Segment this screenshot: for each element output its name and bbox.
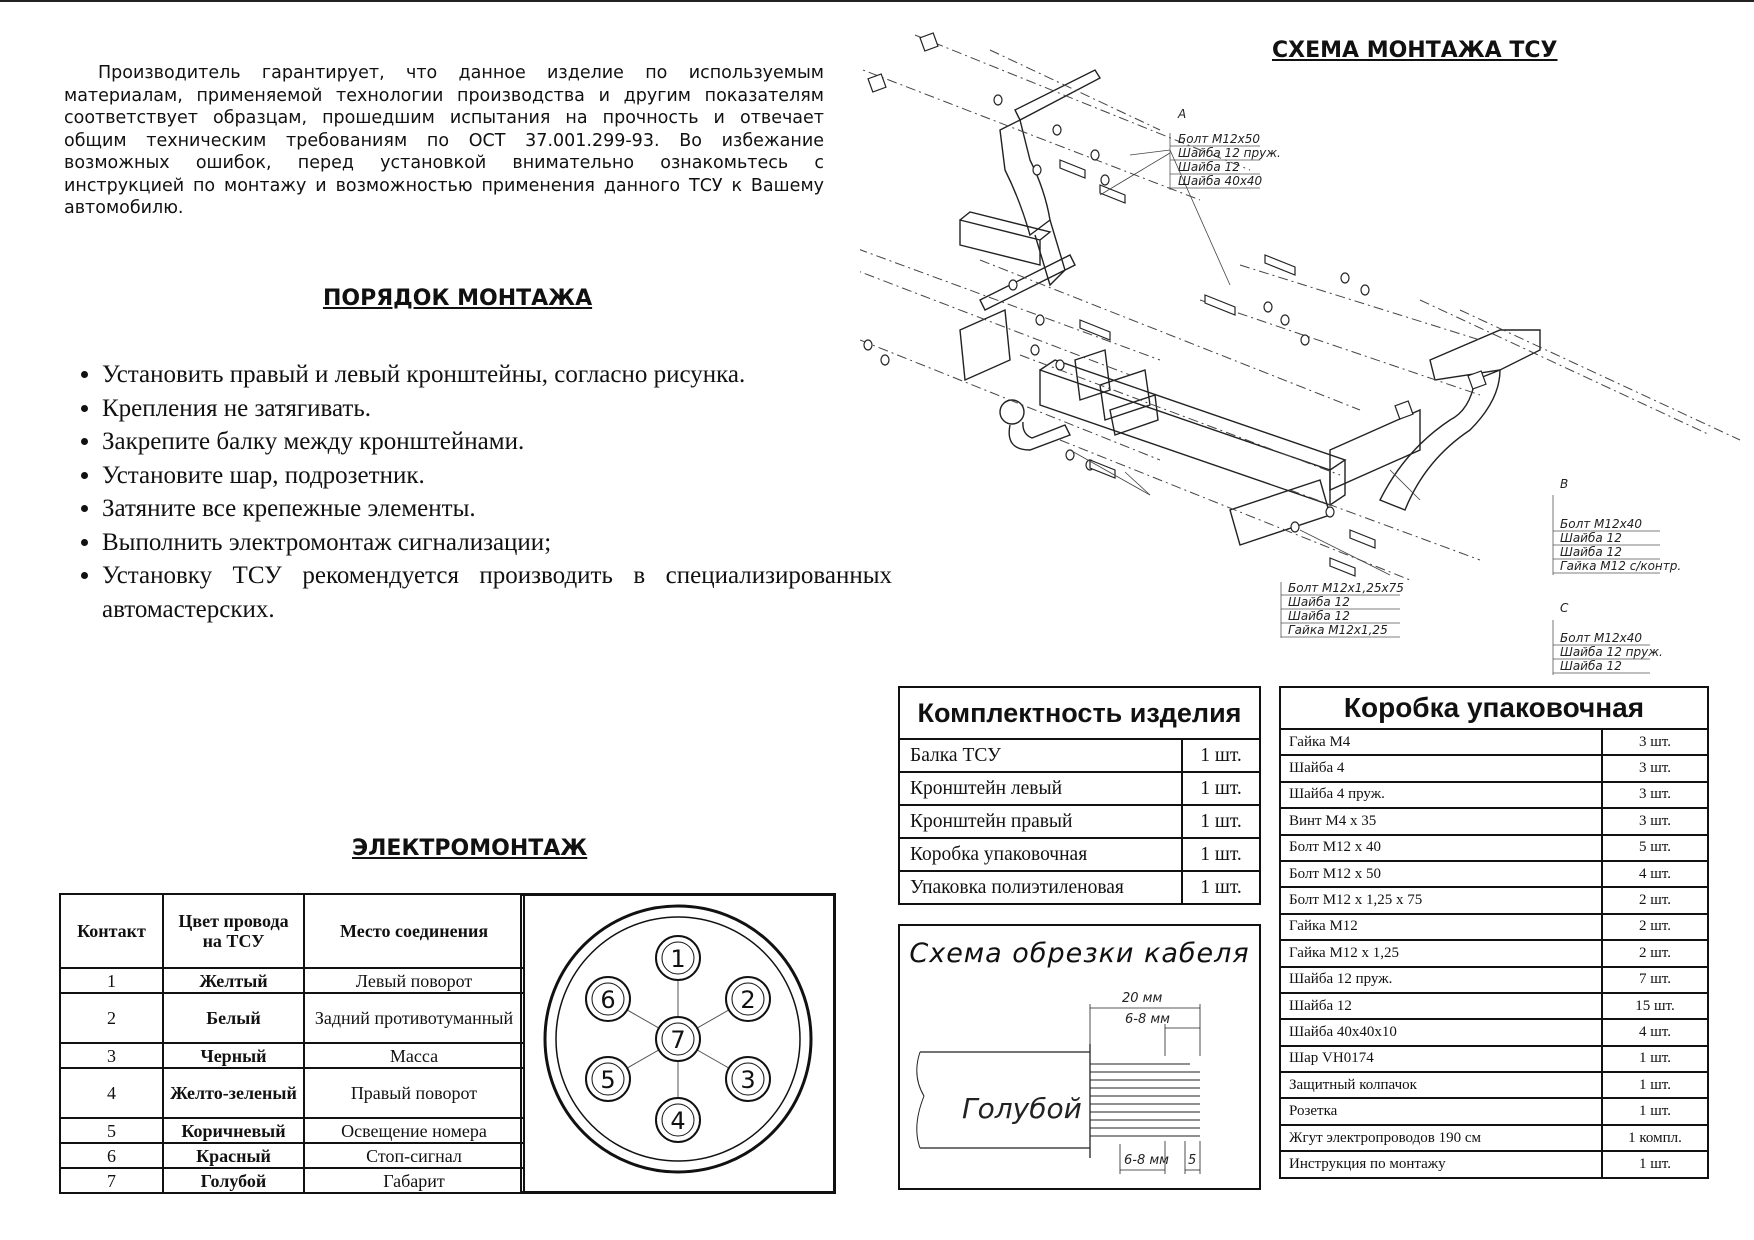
left-bracket-top-plate [1015, 70, 1100, 120]
callout-letter: B [1560, 477, 1569, 491]
callout-letter: C [1560, 601, 1569, 615]
box-item-name: Шайба 40х40х10 [1280, 1019, 1602, 1045]
table-row [899, 838, 1260, 871]
kit-table [898, 686, 1261, 905]
contact-cell: 4 [60, 1068, 163, 1118]
table-row [1280, 1072, 1708, 1098]
box-item-name: Болт М12 х 40 [1280, 835, 1602, 861]
contact-cell: 3 [60, 1043, 163, 1068]
table-row [1280, 1151, 1708, 1177]
callout-a [1170, 107, 1281, 190]
step-item: • Крепления не затягивать. [102, 392, 892, 426]
tow-ball-neck [1009, 422, 1070, 450]
table-row [1280, 782, 1708, 808]
kit-item-name: Упаковка полиэтиленовая [899, 871, 1182, 904]
box-item-name: Болт М12 х 1,25 х 75 [1280, 887, 1602, 913]
pin-label: 4 [670, 1107, 686, 1135]
table-row [899, 772, 1260, 805]
box-item-name: Винт М4 х 35 [1280, 808, 1602, 834]
kit-item-name: Кронштейн правый [899, 805, 1182, 838]
left-mount-plate [980, 255, 1075, 310]
callout-item: Болт М12х50 [1178, 132, 1261, 146]
towbar-mounting-diagram [860, 30, 1750, 680]
kit-item-qty: 1 шт. [1182, 739, 1260, 772]
right-mount-plate [1330, 410, 1420, 490]
wiring-header-place: Место соединения [304, 894, 524, 968]
packing-box-title: Коробка упаковочная [1280, 687, 1708, 729]
kit-item-name: Балка ТСУ [899, 739, 1182, 772]
callout-item: Шайба 12 пруж. [1178, 146, 1281, 160]
left-beam-block [960, 212, 1050, 265]
table-row [1280, 993, 1708, 1019]
table-row [60, 1068, 524, 1118]
box-item-name: Жгут электропроводов 190 см [1280, 1125, 1602, 1151]
contact-cell: 7 [60, 1168, 163, 1193]
right-bracket-body [1380, 370, 1500, 510]
pin-label: 7 [670, 1026, 686, 1054]
table-row [1280, 914, 1708, 940]
box-item-name: Гайка М4 [1280, 729, 1602, 755]
place-cell: Масса [304, 1043, 524, 1068]
color-cell: Белый [163, 993, 304, 1043]
kit-item-qty: 1 шт. [1182, 838, 1260, 871]
color-cell: Коричневый [163, 1118, 304, 1143]
kit-item-qty: 1 шт. [1182, 871, 1260, 904]
box-item-qty: 1 шт. [1602, 1072, 1708, 1098]
install-steps [62, 358, 892, 626]
kit-item-qty: 1 шт. [1182, 772, 1260, 805]
scheme-heading: СХЕМА МОНТАЖА ТСУ [1272, 38, 1558, 63]
box-item-qty: 2 шт. [1602, 887, 1708, 913]
box-item-name: Розетка [1280, 1098, 1602, 1124]
pin-label: 5 [600, 1066, 616, 1094]
dim-strip-bottom-label: 6-8 мм [1124, 1153, 1169, 1168]
box-item-qty: 3 шт. [1602, 808, 1708, 834]
packing-box-table [1279, 686, 1709, 1179]
table-row [60, 1143, 524, 1168]
dim-total-label: 20 мм [1122, 991, 1163, 1006]
table-row [1280, 1046, 1708, 1072]
table-row [1280, 940, 1708, 966]
callout-item: Шайба 12 [1560, 659, 1622, 673]
kit-item-name: Коробка упаковочная [899, 838, 1182, 871]
table-row [1280, 967, 1708, 993]
table-row [1280, 755, 1708, 781]
pin-label: 1 [670, 945, 686, 973]
callout-item: Болт М12х40 [1560, 631, 1643, 645]
table-row [899, 739, 1260, 772]
box-item-qty: 4 шт. [1602, 861, 1708, 887]
callout-item: Шайба 12 пруж. [1560, 645, 1663, 659]
main-beam-top [1040, 360, 1345, 470]
table-row [1280, 1098, 1708, 1124]
cable-cut-title: Схема обрезки кабеля [909, 938, 1250, 969]
table-row [1280, 1125, 1708, 1151]
pin-label: 6 [600, 986, 616, 1014]
table-row [1280, 808, 1708, 834]
box-item-qty: 3 шт. [1602, 782, 1708, 808]
box-item-qty: 4 шт. [1602, 1019, 1708, 1045]
box-item-qty: 2 шт. [1602, 914, 1708, 940]
step-item: • Установите шар, подрозетник. [102, 459, 892, 493]
kit-title: Комплектность изделия [899, 687, 1260, 739]
place-cell: Стоп-сигнал [304, 1143, 524, 1168]
kit-item-name: Кронштейн левый [899, 772, 1182, 805]
contact-cell: 6 [60, 1143, 163, 1168]
table-row [60, 968, 524, 993]
wire-color-label: Голубой [962, 1092, 1082, 1125]
socket-pinout-diagram [520, 893, 836, 1194]
main-beam-front [1040, 370, 1330, 505]
box-item-name: Защитный колпачок [1280, 1072, 1602, 1098]
box-item-name: Инструкция по монтажу [1280, 1151, 1602, 1177]
step-item: • Выполнить электромонтаж сигнализации; [102, 526, 892, 560]
wiring-header-contact: Контакт [60, 894, 163, 968]
socket-pinout-svg [522, 896, 833, 1192]
callout-item: Гайка М12 с/контр. [1560, 559, 1682, 573]
table-row [60, 1118, 524, 1143]
box-item-qty: 5 шт. [1602, 835, 1708, 861]
dim-strip-label: 6-8 мм [1125, 1012, 1170, 1027]
box-item-name: Шайба 4 [1280, 755, 1602, 781]
place-cell: Габарит [304, 1168, 524, 1193]
box-item-qty: 1 шт. [1602, 1046, 1708, 1072]
callout-item: Болт М12х1,25х75 [1288, 581, 1404, 595]
box-item-name: Шайба 12 пруж. [1280, 967, 1602, 993]
box-item-qty: 3 шт. [1602, 729, 1708, 755]
color-cell: Красный [163, 1143, 304, 1168]
callout-b [1553, 477, 1681, 575]
callout-item: Шайба 12 [1560, 531, 1622, 545]
contact-cell: 2 [60, 993, 163, 1043]
step-item: • Закрепите балку между кронштейнами. [102, 425, 892, 459]
callout-item: Шайба 12 [1560, 545, 1622, 559]
callout-item: Шайба 12 [1288, 609, 1350, 623]
electrical-heading: ЭЛЕКТРОМОНТАЖ [352, 836, 588, 861]
box-item-qty: 3 шт. [1602, 755, 1708, 781]
color-cell: Голубой [163, 1168, 304, 1193]
box-item-qty: 15 шт. [1602, 993, 1708, 1019]
tow-ball [1000, 400, 1024, 424]
box-item-qty: 1 шт. [1602, 1098, 1708, 1124]
step-item: • Затяните все крепежные элементы. [102, 492, 892, 526]
callout-item: Шайба 40х40 [1178, 174, 1263, 188]
kit-item-qty: 1 шт. [1182, 805, 1260, 838]
table-row [899, 871, 1260, 904]
pin-label: 2 [740, 986, 756, 1014]
table-row [60, 1043, 524, 1068]
box-item-qty: 2 шт. [1602, 940, 1708, 966]
cable-cut-svg [900, 926, 1259, 1188]
main-beam-end [1330, 460, 1345, 505]
wiring-table [59, 893, 525, 1194]
box-item-qty: 1 шт. [1602, 1151, 1708, 1177]
place-cell: Правый поворот [304, 1068, 524, 1118]
table-row [60, 993, 524, 1043]
callout-letter: A [1178, 107, 1187, 121]
callout-item: Гайка М12х1,25 [1288, 623, 1388, 637]
color-cell: Черный [163, 1043, 304, 1068]
pin-label: 3 [740, 1066, 756, 1094]
table-row [1280, 887, 1708, 913]
color-cell: Желто-зеленый [163, 1068, 304, 1118]
right-lower-plate [1230, 480, 1330, 545]
box-item-qty: 7 шт. [1602, 967, 1708, 993]
step-item: • Установить правый и левый кронштейны, согласно рисунка. [102, 358, 892, 392]
table-row [1280, 861, 1708, 887]
box-item-name: Шар VH0174 [1280, 1046, 1602, 1072]
callout-item: Шайба 12 [1288, 595, 1350, 609]
table-row [1280, 1019, 1708, 1045]
top-border [0, 0, 1754, 2]
step-item: • Установку ТСУ рекомендуется производить в специализированных автомастерских. [102, 559, 892, 626]
box-item-qty: 1 компл. [1602, 1125, 1708, 1151]
box-item-name: Гайка М12 [1280, 914, 1602, 940]
place-cell: Освещение номера [304, 1118, 524, 1143]
warranty-text: Производитель гарантирует, что данное изделие по используемым материалам, применяемой технологии производства и другим показателям соответствует образцам, прошедшим испытания на прочность и отвечает общим техническим требованиям по ОСТ 37.001.299-93. Во избежание возможных ошибок, перед установкой внимательно ознакомьтесь с инструкцией по монтажу и возможностью применения данного ТСУ к Вашему автомобилю. [64, 63, 824, 218]
box-item-name: Шайба 12 [1280, 993, 1602, 1019]
box-item-name: Болт М12 х 50 [1280, 861, 1602, 887]
box-item-name: Гайка М12 х 1,25 [1280, 940, 1602, 966]
place-cell: Задний противотуманный [304, 993, 524, 1043]
table-row [60, 1168, 524, 1193]
box-item-name: Шайба 4 пруж. [1280, 782, 1602, 808]
right-bracket-top [1430, 330, 1540, 380]
callout-d [1281, 581, 1404, 638]
callout-item: Болт М12х40 [1560, 517, 1643, 531]
place-cell: Левый поворот [304, 968, 524, 993]
table-row [1280, 729, 1708, 755]
table-row [1280, 835, 1708, 861]
contact-cell: 1 [60, 968, 163, 993]
color-cell: Желтый [163, 968, 304, 993]
wiring-header-color: Цвет провода на ТСУ [163, 894, 304, 968]
left-side-plate [960, 310, 1010, 380]
table-row [899, 805, 1260, 838]
left-bracket-body [1000, 120, 1050, 235]
contact-cell: 5 [60, 1118, 163, 1143]
callout-c [1553, 601, 1663, 675]
install-order-heading: ПОРЯДОК МОНТАЖА [323, 286, 593, 311]
dim-end-label: 5 [1188, 1153, 1197, 1168]
cable-cut-diagram [898, 924, 1261, 1190]
callout-item: Шайба 12 [1178, 160, 1240, 174]
